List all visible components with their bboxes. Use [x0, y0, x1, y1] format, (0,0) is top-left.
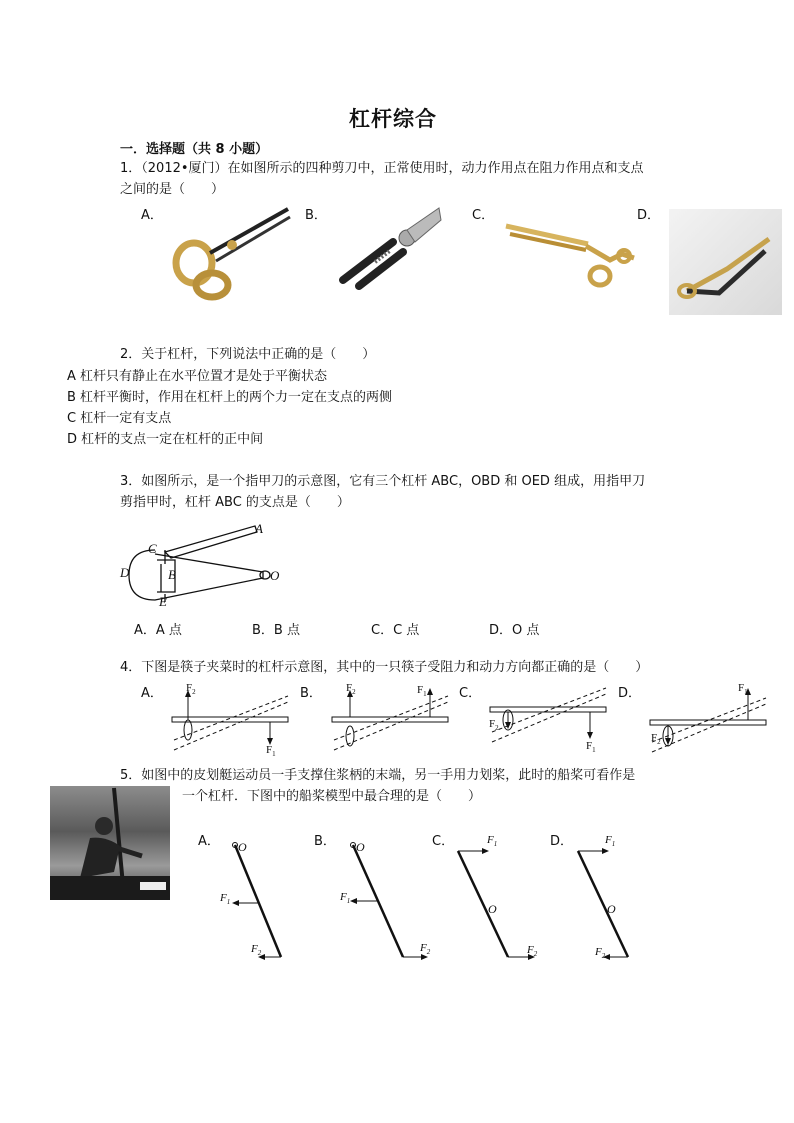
- q2-stem: 2．关于杠杆，下列说法中正确的是（ ）: [120, 347, 376, 362]
- q5a-f2-label: $F_2$: [251, 943, 262, 958]
- q2-option-c: C 杠杆一定有支点: [67, 411, 172, 426]
- q5-option-c-label: C．: [432, 834, 455, 849]
- section-heading: 一．选择题（共 8 小题）: [120, 142, 269, 157]
- q3-label-e: E: [159, 594, 167, 609]
- q4a-f1-label: $F_1$: [266, 744, 276, 759]
- q4c-f1-label: $F_1$: [586, 740, 596, 755]
- q2-option-d: D 杠杆的支点一定在杠杆的正中间: [67, 432, 264, 447]
- q3-option-d: D．O 点: [489, 623, 540, 638]
- q5c-f2-label: $F_2$: [527, 944, 538, 959]
- q5a-o-label: O: [238, 840, 247, 854]
- q3-label-o: O: [270, 568, 280, 583]
- q3-label-a: A: [255, 521, 263, 536]
- q4b-f2-label: $F_2$: [346, 682, 356, 697]
- q4a-f2-label: $F_2$: [186, 682, 196, 697]
- q2-option-b: B 杠杆平衡时，作用在杠杆上的两个力一定在支点的两侧: [67, 390, 393, 405]
- q3-label-c: C: [148, 541, 157, 556]
- q3-option-a: A．A 点: [134, 623, 182, 638]
- q5-option-d-label: D．: [550, 834, 574, 849]
- q4d-f2-label: $F_2$: [651, 732, 661, 747]
- q1-stem-line1: 1．（2012•厦门）在如图所示的四种剪刀中，正常使用时，动力作用点在阻力作用点和支点: [120, 161, 644, 176]
- paddle-diagram-d: [572, 835, 672, 965]
- q5-stem-line1: 5．如图中的皮划艇运动员一手支撑住浆柄的末端，另一手用力划桨，此时的船桨可看作是: [120, 768, 636, 783]
- q4c-f2-label: $F_2$: [489, 718, 499, 733]
- nail-clipper-diagram: [115, 520, 290, 610]
- q3-stem-line2: 剪指甲时，杠杆 ABC 的支点是（ ）: [120, 495, 350, 510]
- q4-option-d-label: D．: [618, 686, 642, 701]
- q1-option-c-label: C．: [472, 208, 495, 223]
- q5d-o-label: O: [607, 902, 616, 916]
- q3-label-d: D: [120, 565, 130, 580]
- q5b-o-label: O: [356, 840, 365, 854]
- q5-option-b-label: B．: [314, 834, 336, 849]
- q3-option-b: B．B 点: [252, 623, 300, 638]
- q4-option-a-label: A．: [141, 686, 163, 701]
- q4b-f1-label: $F_1$: [417, 684, 427, 699]
- q5a-f1-label: $F_1$: [220, 892, 231, 907]
- q3-stem-line1: 3．如图所示，是一个指甲刀的示意图，它有三个杠杆 ABC，OBD 和 OED 组成，用指甲刀: [120, 474, 646, 489]
- canoeist-photo: [50, 786, 170, 900]
- q2-option-a: A 杠杆只有静止在水平位置才是处于平衡状态: [67, 369, 328, 384]
- page-title: 杠杆综合: [349, 106, 437, 131]
- q5d-f2-label: $F_2$: [595, 946, 606, 961]
- chopsticks-diagram-d: [648, 680, 773, 760]
- q4d-f1-label: $F_1$: [738, 682, 748, 697]
- q5-option-a-label: A．: [198, 834, 220, 849]
- scissors-d-image: [669, 209, 782, 315]
- q1-option-d-label: D．: [637, 208, 661, 223]
- q1-option-a-label: A．: [141, 208, 163, 223]
- scissors-c-image: [500, 210, 645, 295]
- q5-stem-line2: 一个杠杆．下图中的船桨模型中最合理的是（ ）: [182, 789, 482, 804]
- scissors-a-image: [170, 205, 295, 305]
- q5c-f1-label: $F_1$: [487, 834, 498, 849]
- q5d-f1-label: $F_1$: [605, 834, 616, 849]
- q4-option-b-label: B．: [300, 686, 322, 701]
- q3-option-c: C．C 点: [371, 623, 420, 638]
- q4-stem: 4．下图是筷子夹菜时的杠杆示意图，其中的一只筷子受阻力和动力方向都正确的是（ ）: [120, 660, 649, 675]
- q5b-f2-label: $F_2$: [420, 942, 431, 957]
- q5b-f1-label: $F_1$: [340, 891, 351, 906]
- q4-option-c-label: C．: [459, 686, 482, 701]
- q1-option-b-label: B．: [305, 208, 327, 223]
- q5c-o-label: O: [488, 902, 497, 916]
- q3-label-b: B: [168, 567, 176, 582]
- q1-stem-line2: 之间的是（ ）: [120, 182, 225, 197]
- scissors-b-image: [335, 200, 450, 290]
